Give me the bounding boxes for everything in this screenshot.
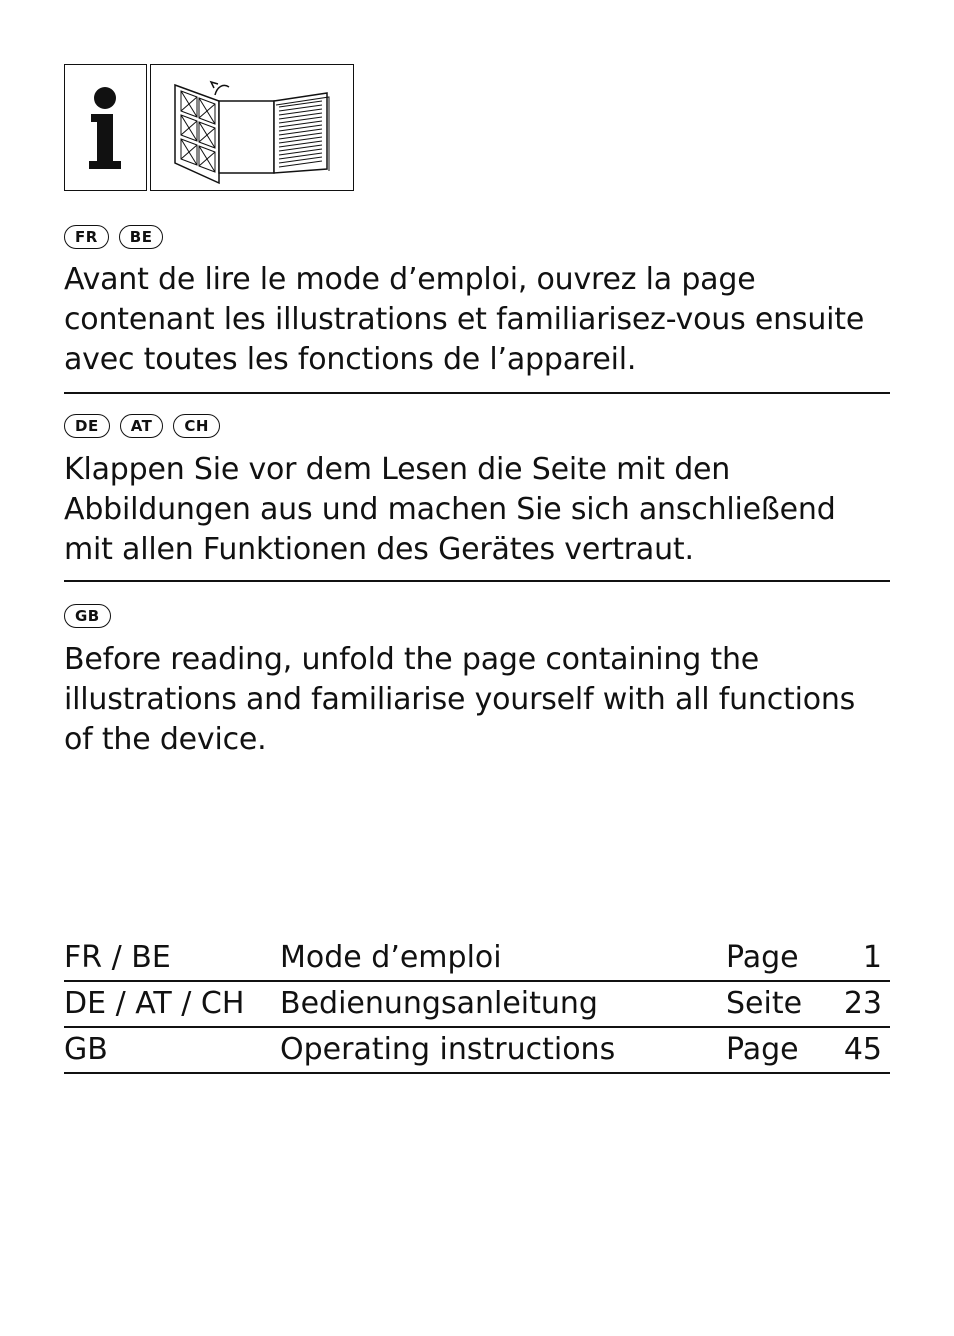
divider (64, 392, 890, 394)
intro-text-gb: Before reading, unfold the page containing the illustrations and familiarise yourself with all functions of the device. (64, 642, 856, 757)
lang-badges-gb (64, 604, 111, 628)
lang-badges-fr (64, 225, 163, 249)
info-icon (65, 65, 145, 189)
lang-badge: CH (173, 414, 220, 438)
toc-row[interactable] (64, 982, 890, 1028)
divider (64, 580, 890, 582)
toc-page-label: Page (726, 940, 799, 975)
lang-badge: GB (64, 604, 111, 628)
lang-badge: FR (64, 225, 109, 249)
toc-page-label: Page (726, 1032, 799, 1067)
lang-badge: AT (120, 414, 164, 438)
lang-badge: DE (64, 414, 110, 438)
toc-page-label: Seite (726, 986, 803, 1021)
toc-page-number: 1 (862, 940, 882, 975)
toc-page-number: 23 (843, 986, 882, 1021)
unfold-page-icon (151, 65, 352, 189)
toc-page-number: 45 (843, 1032, 882, 1067)
lang-badges-de (64, 414, 220, 438)
toc-title: Operating instructions (280, 1032, 616, 1067)
table-of-contents (64, 936, 890, 1074)
intro-text-de: Klappen Sie vor dem Lesen die Seite mit den Abbildungen aus und machen Sie sich anschließend mit allen Funktionen des Gerätes vertraut. (64, 452, 836, 567)
toc-lang-code: DE / AT / CH (64, 986, 245, 1021)
info-icon-box (64, 64, 147, 191)
lang-badge: BE (119, 225, 164, 249)
toc-row[interactable] (64, 936, 890, 982)
toc-lang-code: FR / BE (64, 940, 171, 975)
toc-title: Bedienungsanleitung (280, 986, 598, 1021)
toc-title: Mode d’emploi (280, 940, 502, 975)
toc-lang-code: GB (64, 1032, 108, 1067)
intro-text-fr: Avant de lire le mode d’emploi, ouvrez la page contenant les illustrations et familiarisez-vous ensuite avec toutes les fonctions de l’appareil. (64, 262, 865, 377)
unfold-page-icon-box (150, 64, 354, 191)
toc-row[interactable] (64, 1028, 890, 1074)
